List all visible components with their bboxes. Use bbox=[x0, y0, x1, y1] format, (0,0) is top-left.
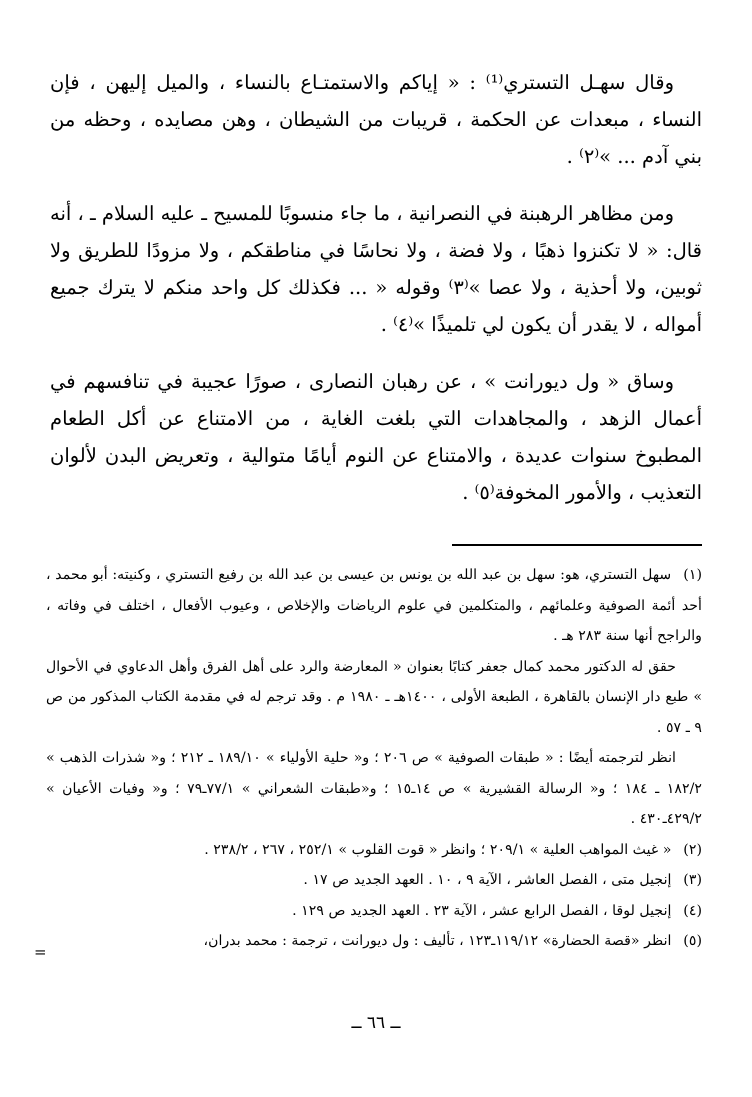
footnote-text: إنجيل متى ، الفصل العاشر ، الآية ٩ ، ١٠ . العهد الجديد ص ١٧ . bbox=[303, 872, 672, 888]
paragraph-1: وقال سهـل التستري⁽¹⁾ : « إياكم والاستمتـاع بالنساء ، والميل إليهن ، فإن النساء ، مبعدات عن الحكمة ، قريبات من الشيطان ، وهن مصايده ، وحظه من بني آدم ... »⁽٢⁾ . bbox=[50, 71, 702, 168]
footnote-1 bbox=[46, 560, 702, 652]
footnote-separator bbox=[452, 544, 702, 546]
footnote-text: سهل التستري، هو: سهل بن عبد الله بن يونس بن عيسى بن عبد الله بن رفيع التستري ، وكنيته: أبو محمد ، أحد أئمة الصوفية وعلمائهم ، والمتكلمين في علوم الرياضات والإخلاص ، وعيوب الأفعال ، اختلف في وفاته ، والراجح أنها سنة ٢٨٣ هـ . bbox=[46, 567, 702, 644]
footnote-number: (٣) bbox=[683, 872, 702, 888]
footnote-4 bbox=[46, 896, 702, 927]
footnote-1-references: انظر لترجمته أيضًا : « طبقات الصوفية » ص ٢٠٦ ؛ و« حلية الأولياء » ١٨٩/١٠ ـ ٢١٢ ؛ و« شذرات الذهب » ١٨٢/٢ ـ ١٨٤ ؛ و« الرسالة القشيرية » ص ١٤ـ١٥ ؛ و«طبقات الشعراني » ٧٧/١ـ٧٩ ؛ و« وفيات الأعيان » ٤٢٩/٢ـ٤٣٠ . bbox=[46, 750, 703, 827]
paragraph-2: ومن مظاهر الرهبنة في النصرانية ، ما جاء منسوبًا للمسيح ـ عليه السلام ـ ، أنه قال: « لا تكنزوا ذهبًا ، ولا فضة ، ولا نحاسًا في مناطقكم ، ولا مزودًا للطريق ولا ثوبين، ولا أحذية ، ولا عصا »⁽٣⁾ وقوله « ... فكذلك كل واحد منكم لا يترك جميع أمواله ، لا يقدر أن يكون لي تلميذًا »⁽٤⁾ . bbox=[50, 202, 702, 336]
main-text bbox=[50, 64, 702, 531]
footnote-3 bbox=[46, 865, 702, 896]
footnote-text: « غيث المواهب العلية » ٢٠٩/١ ؛ وانظر « قوت القلوب » ٢٥٢/١ ، ٢٦٧ ، ٢٣٨/٢ . bbox=[204, 841, 672, 858]
footnote-number: (٢) bbox=[683, 841, 702, 858]
footnote-number: (٥) bbox=[683, 933, 702, 949]
continuation-mark: = bbox=[34, 943, 47, 961]
footnote-1-edition: حقق له الدكتور محمد كمال جعفر كتابًا بعنوان « المعارضة والرد على أهل الفرق وأهل الدعاوي في الأحوال » طبع دار الإنسان بالقاهرة ، الطبعة الأولى ، ١٤٠٠هـ ـ ١٩٨٠ م . وقد ترجم له في مقدمة الكتاب المذكور من ص ٩ ـ ٥٧ . bbox=[46, 658, 702, 736]
footnote-5 bbox=[46, 926, 702, 957]
footnote-number: (٤) bbox=[683, 902, 702, 919]
footnote-2 bbox=[46, 835, 702, 866]
footnote-text: انظر «قصة الحضارة» ١١٩/١٢ـ١٢٣ ، تأليف : ول ديورانت ، ترجمة : محمد بدران، bbox=[203, 933, 672, 949]
page-number: ــ ٦٦ ــ bbox=[351, 1013, 401, 1033]
paragraph-3: وساق « ول ديورانت » ، عن رهبان النصارى ، صورًا عجيبة في تنافسهم في أعمال الزهد ، والمجاهدات التي بلغت الغاية ، من الامتناع عن أكل الطعام المطبوخ سنوات عديدة ، والامتناع عن النوم أيامًا متوالية ، وتعريض البدن لألوان التعذيب ، والأمور المخوفة⁽٥⁾ . bbox=[50, 370, 702, 504]
footnote-number: (١) bbox=[683, 567, 702, 583]
footnotes bbox=[46, 560, 702, 957]
footnote-text: إنجيل لوقا ، الفصل الرابع عشر ، الآية ٢٣ . العهد الجديد ص ١٢٩ . bbox=[292, 902, 672, 919]
